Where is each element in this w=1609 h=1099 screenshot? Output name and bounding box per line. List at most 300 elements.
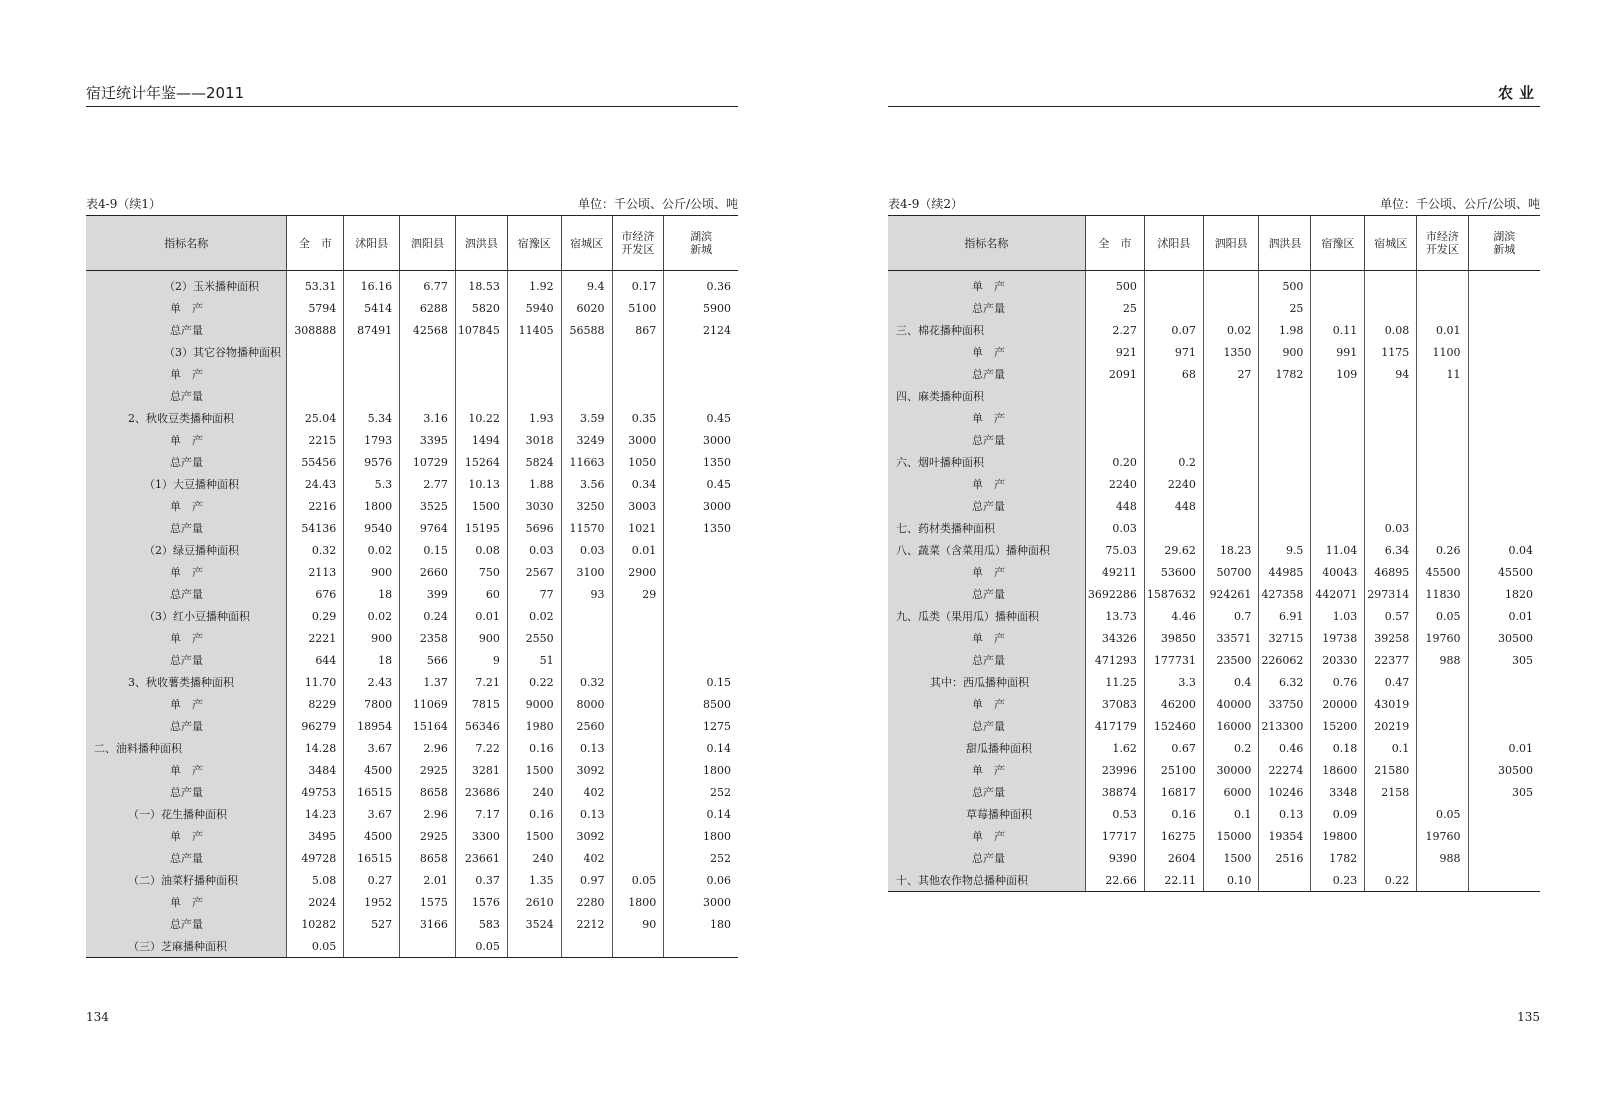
column-header: 泗阳县 — [1203, 216, 1259, 271]
table-cell: 427358 — [1259, 583, 1311, 605]
row-label: （一）花生播种面积 — [86, 803, 287, 825]
table-cell — [1203, 517, 1259, 539]
table-row — [888, 473, 1540, 495]
table-cell: 2.43 — [344, 671, 400, 693]
table-cell: 0.26 — [1417, 539, 1468, 561]
table-cell — [1468, 671, 1540, 693]
table-cell — [612, 605, 664, 627]
row-label: 总产量 — [86, 781, 287, 803]
table-cell: 21580 — [1365, 759, 1417, 781]
table-cell — [1417, 385, 1468, 407]
table-cell: 0.76 — [1311, 671, 1365, 693]
table-cell: 3348 — [1311, 781, 1365, 803]
row-label: 单 产 — [888, 341, 1085, 363]
table-cell: 6.91 — [1259, 605, 1311, 627]
table-row — [86, 869, 738, 891]
table-cell — [612, 693, 664, 715]
table-cell: 1.93 — [507, 407, 561, 429]
table-cell: 988 — [1417, 649, 1468, 671]
table-cell — [1311, 451, 1365, 473]
column-header: 湖滨 新城 — [1468, 216, 1540, 271]
table-cell: 3100 — [561, 561, 612, 583]
table-cell: 402 — [561, 847, 612, 869]
table-cell: 417179 — [1085, 715, 1144, 737]
table-cell: 2.77 — [400, 473, 456, 495]
table-cell: 1576 — [455, 891, 507, 913]
table-cell: 2516 — [1259, 847, 1311, 869]
table-cell: 2124 — [664, 319, 738, 341]
table-cell — [1365, 825, 1417, 847]
table-cell: 297314 — [1365, 583, 1417, 605]
table-cell: 10282 — [287, 913, 344, 935]
table-cell: 0.15 — [664, 671, 738, 693]
table-cell: 240 — [507, 847, 561, 869]
table-cell: 1575 — [400, 891, 456, 913]
table-cell: 9764 — [400, 517, 456, 539]
table-cell: 30000 — [1203, 759, 1259, 781]
column-header: 宿城区 — [1365, 216, 1417, 271]
table-cell — [612, 341, 664, 363]
row-label: 单 产 — [86, 627, 287, 649]
table-cell: 0.53 — [1085, 803, 1144, 825]
table-cell: 3.59 — [561, 407, 612, 429]
table-cell: 53.31 — [287, 271, 344, 298]
table-cell — [1259, 385, 1311, 407]
table-cell: 0.03 — [561, 539, 612, 561]
table-cell — [455, 385, 507, 407]
table-cell — [1417, 517, 1468, 539]
table-cell: 2.01 — [400, 869, 456, 891]
table-cell: 0.2 — [1203, 737, 1259, 759]
table-row — [888, 363, 1540, 385]
table-cell — [1203, 385, 1259, 407]
table-cell: 11405 — [507, 319, 561, 341]
column-header: 宿城区 — [561, 216, 612, 271]
table-cell: 2925 — [400, 759, 456, 781]
table-cell: 24.43 — [287, 473, 344, 495]
table-cell: 16.16 — [344, 271, 400, 298]
table-cell: 0.36 — [664, 271, 738, 298]
table-cell — [1365, 385, 1417, 407]
table-cell: 0.01 — [1417, 319, 1468, 341]
table-cell: 75.03 — [1085, 539, 1144, 561]
table-cell: 33571 — [1203, 627, 1259, 649]
row-label: （3）其它谷物播种面积 — [86, 341, 287, 363]
table-cell: 9.4 — [561, 271, 612, 298]
table-cell: 900 — [1259, 341, 1311, 363]
table-cell: 3.3 — [1144, 671, 1203, 693]
table-cell — [1259, 517, 1311, 539]
table-cell — [1417, 271, 1468, 298]
table-cell: 40043 — [1311, 561, 1365, 583]
table-cell: 11663 — [561, 451, 612, 473]
row-label: 单 产 — [86, 297, 287, 319]
row-label: 总产量 — [888, 781, 1085, 803]
table-cell: 252 — [664, 847, 738, 869]
table-cell: 0.05 — [1417, 605, 1468, 627]
table-row — [888, 803, 1540, 825]
table-cell: 0.07 — [1144, 319, 1203, 341]
table-row — [888, 627, 1540, 649]
table-cell: 45500 — [1417, 561, 1468, 583]
table-cell: 3495 — [287, 825, 344, 847]
row-label: 3、秋收薯类播种面积 — [86, 671, 287, 693]
table-cell: 2240 — [1144, 473, 1203, 495]
table-row — [888, 451, 1540, 473]
table-cell: 252 — [664, 781, 738, 803]
table-cell — [1468, 495, 1540, 517]
row-label: 总产量 — [86, 583, 287, 605]
table-row — [86, 271, 738, 298]
table-cell: 2900 — [612, 561, 664, 583]
table-cell — [1417, 759, 1468, 781]
table-cell: 14.28 — [287, 737, 344, 759]
table-row — [86, 693, 738, 715]
table-cell — [1365, 407, 1417, 429]
row-label: 单 产 — [888, 407, 1085, 429]
table-row — [86, 319, 738, 341]
table-cell — [1468, 869, 1540, 892]
table-cell — [612, 781, 664, 803]
row-label: 总产量 — [888, 583, 1085, 605]
table-cell: 50700 — [1203, 561, 1259, 583]
table-cell: 5940 — [507, 297, 561, 319]
table-cell: 19760 — [1417, 627, 1468, 649]
table-cell: 900 — [455, 627, 507, 649]
table-row — [888, 517, 1540, 539]
table-cell: 6288 — [400, 297, 456, 319]
table-cell: 3395 — [400, 429, 456, 451]
table-cell — [455, 341, 507, 363]
table-cell: 9576 — [344, 451, 400, 473]
table-cell: 2358 — [400, 627, 456, 649]
column-header: 湖滨 新城 — [664, 216, 738, 271]
row-label: 单 产 — [86, 363, 287, 385]
row-label: 七、药材类播种面积 — [888, 517, 1085, 539]
table-cell — [1468, 473, 1540, 495]
table-cell: 0.05 — [612, 869, 664, 891]
table-cell: 22274 — [1259, 759, 1311, 781]
table-cell: 42568 — [400, 319, 456, 341]
table-cell: 16275 — [1144, 825, 1203, 847]
row-label: 总产量 — [888, 847, 1085, 869]
table-cell: 583 — [455, 913, 507, 935]
table-cell — [1365, 429, 1417, 451]
table-cell: 305 — [1468, 781, 1540, 803]
table-row — [888, 825, 1540, 847]
table-cell: 0.22 — [507, 671, 561, 693]
table-cell — [664, 627, 738, 649]
table-cell: 3281 — [455, 759, 507, 781]
column-header: 泗阳县 — [400, 216, 456, 271]
table-cell: 991 — [1311, 341, 1365, 363]
table-cell: 11069 — [400, 693, 456, 715]
row-label: 单 产 — [86, 495, 287, 517]
table-cell: 7800 — [344, 693, 400, 715]
table-cell: 0.16 — [507, 803, 561, 825]
table-cell — [612, 803, 664, 825]
table-cell: 0.45 — [664, 473, 738, 495]
table-cell: 60 — [455, 583, 507, 605]
table-cell — [1365, 803, 1417, 825]
table-cell — [1365, 847, 1417, 869]
table-cell: 10.13 — [455, 473, 507, 495]
table-cell: 5414 — [344, 297, 400, 319]
table-row — [888, 649, 1540, 671]
table-cell: 2091 — [1085, 363, 1144, 385]
table-cell — [344, 385, 400, 407]
table-cell — [1085, 429, 1144, 451]
row-label: 单 产 — [888, 561, 1085, 583]
table-cell: 10246 — [1259, 781, 1311, 803]
table-cell: 0.03 — [1365, 517, 1417, 539]
table-cell: 1100 — [1417, 341, 1468, 363]
row-label: 八、蔬菜（含菜用瓜）播种面积 — [888, 539, 1085, 561]
table-cell — [612, 737, 664, 759]
table-cell — [1144, 297, 1203, 319]
table-cell: 18.53 — [455, 271, 507, 298]
table-cell: 0.32 — [287, 539, 344, 561]
table-row — [888, 715, 1540, 737]
table-row — [86, 561, 738, 583]
table-cell: 5.08 — [287, 869, 344, 891]
table-cell — [507, 935, 561, 958]
table-row — [888, 429, 1540, 451]
table-row — [86, 539, 738, 561]
table-cell: 22.66 — [1085, 869, 1144, 892]
table-cell: 49728 — [287, 847, 344, 869]
table-cell: 46200 — [1144, 693, 1203, 715]
table-row — [86, 341, 738, 363]
table-cell: 16817 — [1144, 781, 1203, 803]
table-cell: 6.77 — [400, 271, 456, 298]
table-cell — [664, 363, 738, 385]
table-cell — [1365, 297, 1417, 319]
table-row — [86, 671, 738, 693]
table-cell: 25.04 — [287, 407, 344, 429]
table-cell — [1468, 825, 1540, 847]
table-cell — [612, 847, 664, 869]
table-cell: 1350 — [664, 451, 738, 473]
table-cell: 0.2 — [1144, 451, 1203, 473]
row-label: 总产量 — [86, 847, 287, 869]
table-cell: 1820 — [1468, 583, 1540, 605]
table-cell — [1468, 517, 1540, 539]
row-label: 单 产 — [86, 693, 287, 715]
table-cell — [1203, 451, 1259, 473]
row-label: 六、烟叶播种面积 — [888, 451, 1085, 473]
table-row — [86, 759, 738, 781]
row-label: 总产量 — [86, 451, 287, 473]
table-cell: 56588 — [561, 319, 612, 341]
table-cell — [1468, 363, 1540, 385]
table-row — [86, 495, 738, 517]
table-cell: 1021 — [612, 517, 664, 539]
table-cell: 5.34 — [344, 407, 400, 429]
table-cell — [507, 363, 561, 385]
table-cell — [1144, 429, 1203, 451]
table-row — [86, 605, 738, 627]
table-header-row — [86, 216, 738, 271]
table-cell: 18 — [344, 649, 400, 671]
table-cell: 22.11 — [1144, 869, 1203, 892]
table-cell: 11.25 — [1085, 671, 1144, 693]
table-cell: 0.05 — [287, 935, 344, 958]
table-cell: 0.05 — [1417, 803, 1468, 825]
table-cell: 25100 — [1144, 759, 1203, 781]
table-cell: 2.96 — [400, 737, 456, 759]
table-cell: 213300 — [1259, 715, 1311, 737]
table-row — [86, 429, 738, 451]
table-cell: 3.67 — [344, 737, 400, 759]
table-cell — [1203, 429, 1259, 451]
table-cell — [664, 935, 738, 958]
row-label: 单 产 — [888, 473, 1085, 495]
table-cell: 1.03 — [1311, 605, 1365, 627]
table-cell: 2.96 — [400, 803, 456, 825]
row-label: 总产量 — [86, 319, 287, 341]
table-cell: 500 — [1085, 271, 1144, 298]
table-cell: 0.02 — [507, 605, 561, 627]
table-cell: 0.13 — [561, 803, 612, 825]
statistics-table — [86, 215, 738, 958]
table-cell: 0.45 — [664, 407, 738, 429]
table-row — [86, 385, 738, 407]
table-row — [86, 891, 738, 913]
table-cell: 14.23 — [287, 803, 344, 825]
table-cell: 9000 — [507, 693, 561, 715]
table-row — [888, 869, 1540, 892]
table-cell: 6000 — [1203, 781, 1259, 803]
column-header-name: 指标名称 — [888, 216, 1085, 271]
table-cell: 1782 — [1259, 363, 1311, 385]
table-cell: 40000 — [1203, 693, 1259, 715]
table-cell: 16000 — [1203, 715, 1259, 737]
table-cell — [1468, 297, 1540, 319]
table-cell: 6020 — [561, 297, 612, 319]
table-cell — [612, 385, 664, 407]
table-cell: 5696 — [507, 517, 561, 539]
table-cell — [1259, 473, 1311, 495]
table-cell — [1311, 385, 1365, 407]
table-cell: 77 — [507, 583, 561, 605]
table-cell: 2024 — [287, 891, 344, 913]
table-row — [86, 847, 738, 869]
table-cell: 3249 — [561, 429, 612, 451]
table-cell: 1500 — [455, 495, 507, 517]
table-cell — [1417, 473, 1468, 495]
row-label: （1）大豆播种面积 — [86, 473, 287, 495]
table-cell: 2604 — [1144, 847, 1203, 869]
table-cell: 17717 — [1085, 825, 1144, 847]
table-cell: 1500 — [507, 759, 561, 781]
table-cell: 9.5 — [1259, 539, 1311, 561]
table-cell: 109 — [1311, 363, 1365, 385]
table-cell: 7815 — [455, 693, 507, 715]
table-cell: 867 — [612, 319, 664, 341]
table-cell: 5.3 — [344, 473, 400, 495]
row-label: 2、秋收豆类播种面积 — [86, 407, 287, 429]
table-cell: 18.23 — [1203, 539, 1259, 561]
row-label: （3）红小豆播种面积 — [86, 605, 287, 627]
table-cell: 23686 — [455, 781, 507, 803]
table-cell: 18954 — [344, 715, 400, 737]
table-cell: 30500 — [1468, 759, 1540, 781]
table-cell: 13.73 — [1085, 605, 1144, 627]
running-head-title: 农业 — [1497, 84, 1540, 102]
table-cell: 54136 — [287, 517, 344, 539]
table-cell: 15200 — [1311, 715, 1365, 737]
table-row — [888, 539, 1540, 561]
row-label: 单 产 — [86, 825, 287, 847]
table-cell: 43019 — [1365, 693, 1417, 715]
table-cell: 0.02 — [1203, 319, 1259, 341]
table-cell: 20330 — [1311, 649, 1365, 671]
column-header: 沭阳县 — [1144, 216, 1203, 271]
table-cell: 4500 — [344, 759, 400, 781]
table-cell: 3.16 — [400, 407, 456, 429]
table-cell: 3000 — [664, 495, 738, 517]
table-cell: 19738 — [1311, 627, 1365, 649]
table-cell: 0.67 — [1144, 737, 1203, 759]
table-cell: 39258 — [1365, 627, 1417, 649]
table-cell — [664, 583, 738, 605]
table-row — [86, 781, 738, 803]
table-cell: 22377 — [1365, 649, 1417, 671]
table-cell: 5824 — [507, 451, 561, 473]
table-cell — [1468, 319, 1540, 341]
table-row — [86, 297, 738, 319]
table-cell: 3003 — [612, 495, 664, 517]
table-cell — [1417, 297, 1468, 319]
row-label: 九、瓜类（果用瓜）播种面积 — [888, 605, 1085, 627]
row-label: 总产量 — [888, 297, 1085, 319]
table-cell — [400, 935, 456, 958]
table-cell: 0.05 — [455, 935, 507, 958]
table-cell: 1952 — [344, 891, 400, 913]
table-cell: 240 — [507, 781, 561, 803]
table-cell: 3166 — [400, 913, 456, 935]
table-cell: 3.56 — [561, 473, 612, 495]
table-cell: 27 — [1203, 363, 1259, 385]
table-cell: 23661 — [455, 847, 507, 869]
table-cell: 29 — [612, 583, 664, 605]
table-cell — [561, 363, 612, 385]
row-label: 甜瓜播种面积 — [888, 737, 1085, 759]
table-cell: 0.01 — [1468, 737, 1540, 759]
table-row — [86, 649, 738, 671]
table-body — [888, 271, 1540, 892]
row-label: 单 产 — [86, 759, 287, 781]
row-label: （2）玉米播种面积 — [86, 271, 287, 298]
row-label: 总产量 — [86, 913, 287, 935]
table-cell — [1417, 869, 1468, 892]
table-cell: 2221 — [287, 627, 344, 649]
table-cell — [561, 341, 612, 363]
table-cell: 49753 — [287, 781, 344, 803]
table-cell — [1311, 495, 1365, 517]
table-cell — [1417, 495, 1468, 517]
row-label: （三）芝麻播种面积 — [86, 935, 287, 958]
table-cell: 0.23 — [1311, 869, 1365, 892]
table-row — [888, 693, 1540, 715]
table-cell: 25 — [1259, 297, 1311, 319]
table-cell: 1.98 — [1259, 319, 1311, 341]
table-row — [888, 759, 1540, 781]
table-cell: 3525 — [400, 495, 456, 517]
table-cell: 988 — [1417, 847, 1468, 869]
table-cell: 0.04 — [1468, 539, 1540, 561]
